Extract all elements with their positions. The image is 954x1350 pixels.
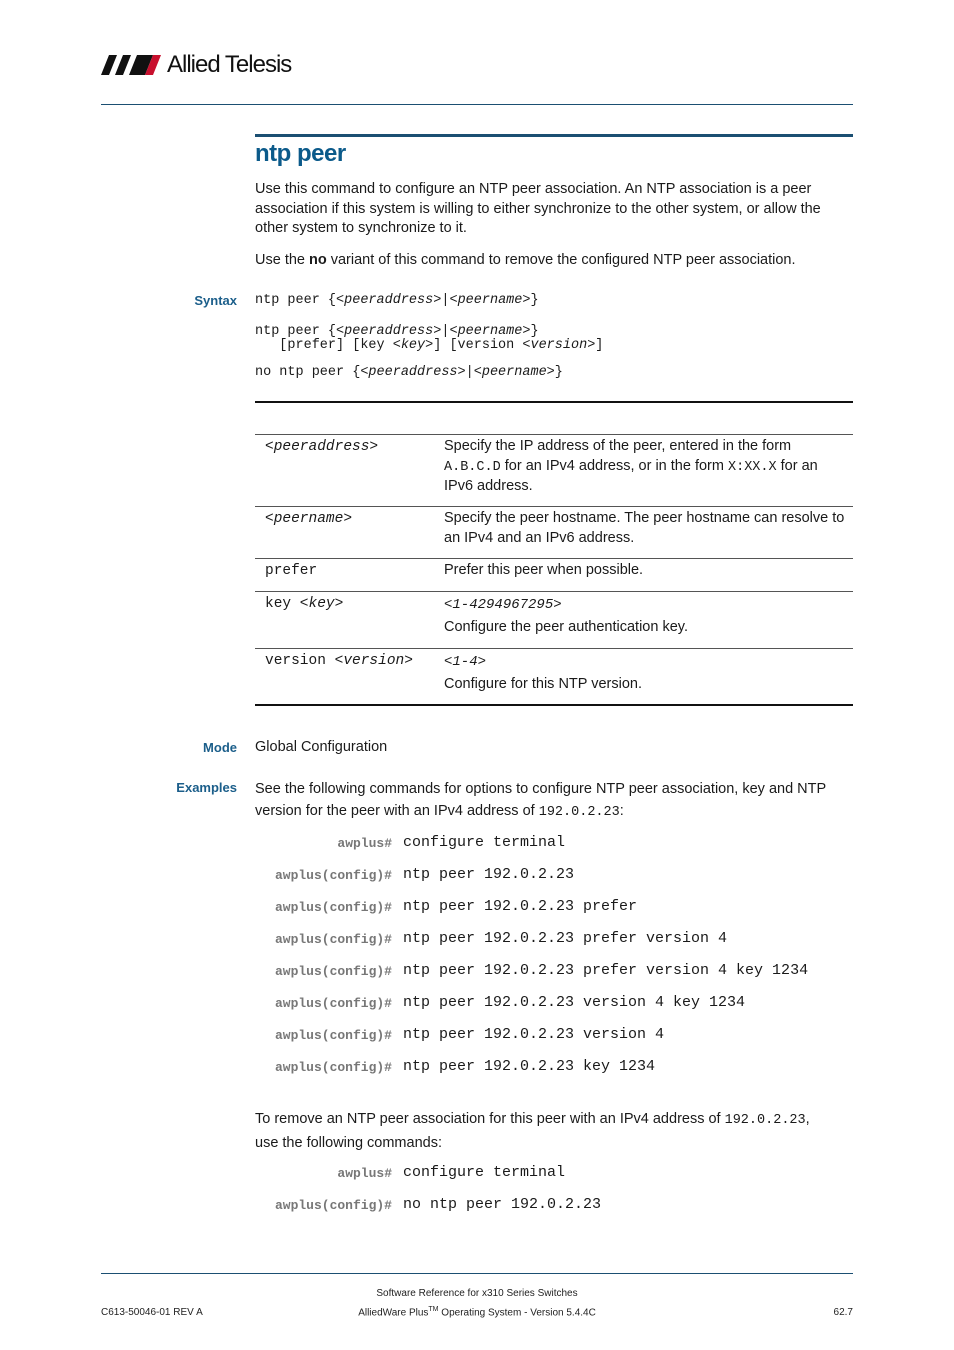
table-row-rule bbox=[255, 648, 853, 649]
command-prompt: awplus(config)# bbox=[274, 932, 392, 947]
command-text: ntp peer 192.0.2.23 version 4 bbox=[403, 1026, 665, 1043]
syntax-line-1: ntp peer {<peeraddress>|<peername>} bbox=[255, 293, 539, 308]
param-prefer: prefer bbox=[265, 563, 318, 579]
command-prompt: awplus# bbox=[337, 836, 392, 851]
command-prompt: awplus(config)# bbox=[274, 868, 392, 883]
mode-label: Mode bbox=[203, 740, 237, 755]
table-row-rule bbox=[255, 591, 853, 592]
table-row-rule bbox=[255, 506, 853, 507]
command-prompt: awplus(config)# bbox=[274, 996, 392, 1011]
page-title: ntp peer bbox=[255, 140, 346, 167]
intro-no-paragraph: Use the no variant of this command to remove the configured NTP peer association. bbox=[255, 252, 796, 268]
logo-mark-icon bbox=[101, 55, 161, 75]
footer-subtitle: AlliedWare Plus™ Operating System - Version 5.4.4C bbox=[358, 1306, 596, 1319]
param-version-desc: Configure for this NTP version. bbox=[444, 676, 642, 692]
examples-label: Examples bbox=[176, 780, 237, 795]
param-key-desc: Configure the peer authentication key. bbox=[444, 619, 688, 635]
syntax-line-2: ntp peer {<peeraddress>|<peername>} bbox=[255, 324, 539, 339]
param-peername: <peername> bbox=[265, 511, 353, 527]
command-text: no ntp peer 192.0.2.23 bbox=[403, 1196, 602, 1213]
footer-page-number: 62.7 bbox=[833, 1307, 853, 1318]
table-row-rule bbox=[255, 558, 853, 559]
command-text: ntp peer 192.0.2.23 prefer version 4 bbox=[403, 930, 728, 947]
logo-text: Allied Telesis bbox=[167, 51, 292, 78]
param-prefer-desc: Prefer this peer when possible. bbox=[444, 562, 644, 578]
command-text: ntp peer 192.0.2.23 prefer bbox=[403, 898, 638, 915]
command-text: ntp peer 192.0.2.23 key 1234 bbox=[403, 1058, 656, 1075]
footer-title: Software Reference for x310 Series Switches bbox=[376, 1288, 578, 1299]
command-prompt: awplus(config)# bbox=[274, 900, 392, 915]
table-bottom-rule bbox=[255, 704, 853, 706]
footer-doc-id: C613-50046-01 REV A bbox=[101, 1307, 203, 1318]
command-prompt: awplus# bbox=[337, 1166, 392, 1181]
mode-value: Global Configuration bbox=[255, 739, 388, 755]
syntax-line-4: no ntp peer {<peeraddress>|<peername>} bbox=[255, 365, 563, 380]
param-peername-desc: Specify the peer hostname. The peer hostname can resolve to an IPv4 and an IPv6 address. bbox=[444, 510, 845, 546]
command-text: ntp peer 192.0.2.23 prefer version 4 key 1234 bbox=[403, 962, 809, 979]
command-text: configure terminal bbox=[403, 834, 566, 851]
syntax-label: Syntax bbox=[194, 293, 237, 308]
table-header-rule bbox=[255, 434, 853, 435]
syntax-line-3: [prefer] [key <key>] [version <version>] bbox=[255, 338, 604, 353]
header-rule bbox=[101, 104, 853, 105]
param-key-range: <1-4294967295> bbox=[444, 597, 562, 613]
command-prompt: awplus(config)# bbox=[274, 1028, 392, 1043]
intro-paragraph: Use this command to configure an NTP peer association. An NTP association is a peer association if this system is willing to either synchronize to the other system, or allow the other system to synchronize to it. bbox=[255, 181, 821, 236]
param-version: version <version> bbox=[265, 653, 413, 669]
command-text: ntp peer 192.0.2.23 bbox=[403, 866, 575, 883]
param-peeraddress-desc: Specify the IP address of the peer, entered in the form A.B.C.D for an IPv4 address, or in the form X:XX.X for an IPv6 address. bbox=[444, 438, 818, 494]
title-bar bbox=[255, 134, 853, 137]
command-prompt: awplus(config)# bbox=[274, 964, 392, 979]
table-top-rule bbox=[255, 401, 853, 403]
param-peeraddress: <peeraddress> bbox=[265, 439, 379, 455]
footer-rule bbox=[101, 1273, 853, 1274]
command-text: configure terminal bbox=[403, 1164, 566, 1181]
remove-intro: To remove an NTP peer association for this peer with an IPv4 address of 192.0.2.23, use the following commands: bbox=[255, 1111, 810, 1151]
command-prompt: awplus(config)# bbox=[274, 1198, 392, 1213]
param-version-range: <1-4> bbox=[444, 654, 487, 670]
company-logo bbox=[101, 52, 291, 78]
param-key: key <key> bbox=[265, 596, 344, 612]
examples-intro: See the following commands for options to configure NTP peer association, key and NTP version for the peer with an IPv4 address of 192.0.2.23: bbox=[255, 781, 826, 820]
command-text: ntp peer 192.0.2.23 version 4 key 1234 bbox=[403, 994, 746, 1011]
command-prompt: awplus(config)# bbox=[274, 1060, 392, 1075]
